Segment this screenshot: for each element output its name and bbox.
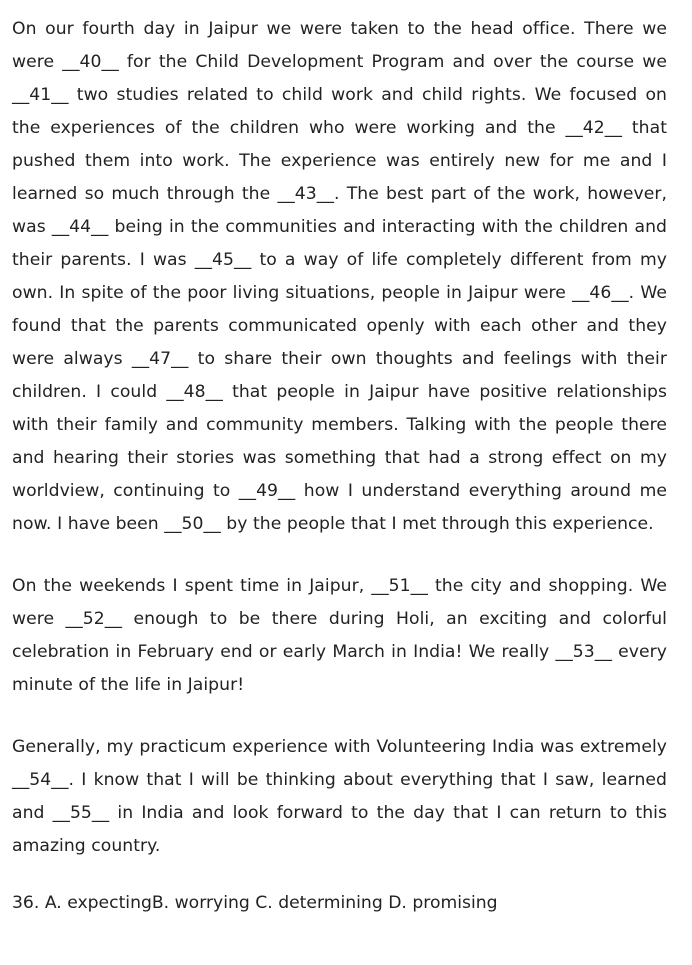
document-body	[12, 13, 667, 920]
paragraph-conclusion: Generally, my practicum experience with Volunteering India was extremely __54__. I know that I will be thinking about everything that I saw, learned and __55__ in India and look forward to the day that I can return to this amazing country.	[12, 737, 667, 856]
option-d: promising	[412, 893, 498, 913]
option-a: A. expectingB.	[44, 893, 170, 913]
option-c: determining D.	[278, 893, 407, 913]
option-b: worrying C.	[174, 893, 273, 913]
paragraph-practicum: On our fourth day in Jaipur we were taken to the head office. There we were __40__ for the Child Development Program and over the course we __41__ two studies related to child work and child rights. We focused on the experiences of the children who were working and the __42__ that pushed them into work. The experience was entirely new for me and I learned so much through the __43__. The best part of the work, however, was __44__ being in the communities and interacting with the children and their parents. I was __45__ to a way of life completely different from my own. In spite of the poor living situations, people in Jaipur were __46__. We found that the parents communicated openly with each other and they were always __47__ to share their own thoughts and feelings with their children. I could __48__ that people in Jaipur have positive relationships with their family and community members. Talking with the people there and hearing their stories was something that had a strong effect on my worldview, continuing to __49__ how I understand everything around me now. I have been __50__ by the people that I met through this experience.	[12, 19, 667, 534]
question-36	[12, 887, 667, 920]
question-number: 36.	[12, 893, 40, 913]
paragraph-weekends: On the weekends I spent time in Jaipur, __51__ the city and shopping. We were __52__ enough to be there during Holi, an exciting and colorful celebration in February end or early March in India! We really __53__ every minute of the life in Jaipur!	[12, 576, 667, 695]
